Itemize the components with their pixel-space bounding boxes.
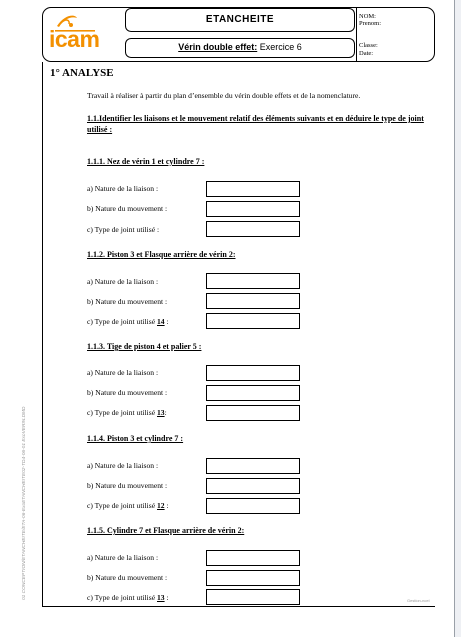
group-heading: 1.1.4. Piston 3 et cylindre 7 : [87,434,184,443]
answer-field-mouvement[interactable] [206,201,300,217]
answer-field-liaison[interactable] [206,458,300,474]
title-box [125,8,355,32]
label-nature-liaison: a) Nature de la liaison : [87,553,159,562]
icam-logo [47,12,109,54]
answer-field-mouvement[interactable] [206,570,300,586]
joint-suffix: : [164,501,169,510]
answer-field-joint[interactable] [206,221,300,237]
label-type-joint [87,408,167,417]
answer-field-liaison[interactable] [206,550,300,566]
subtitle-bold: Vérin double effet: [178,42,258,52]
subtitle-rest: Exercice 6 [259,42,302,52]
nom-label: NOM: [359,13,376,20]
classe-label: Classe: [359,42,378,49]
joint-number: 12 [157,501,165,510]
footer-mark: Gestion-ncel [407,598,430,603]
label-nature-mouvement: b) Nature du mouvement : [87,481,168,490]
label-type-joint [87,225,159,234]
label-type-joint-text: c) Type de joint utilisé [87,408,156,417]
joint-number: 13 [157,593,165,602]
label-nature-mouvement: b) Nature du mouvement : [87,388,168,397]
group-heading: 1.1.3. Tige de piston 4 et palier 5 : [87,342,202,351]
document-title: ETANCHEITE [205,14,275,25]
answer-field-liaison[interactable] [206,181,300,197]
answer-field-mouvement[interactable] [206,478,300,494]
answer-field-joint[interactable] [206,498,300,514]
label-nature-liaison: a) Nature de la liaison : [87,277,159,286]
label-type-joint-text: c) Type de joint utilisé [87,593,156,602]
label-nature-mouvement: b) Nature du mouvement : [87,297,168,306]
section-title: 1° ANALYSE [50,67,114,79]
margin-file-path: 01 CONCEPTION/ETANCHEITE/ETA-06-ExoETANCHEITE02-TD4-06-01 ExoVERIN.DMD [22,406,27,600]
joint-suffix: : [157,225,160,234]
label-nature-mouvement: b) Nature du mouvement : [87,573,168,582]
answer-field-liaison[interactable] [206,365,300,381]
label-type-joint [87,501,169,510]
joint-suffix: : [164,317,169,326]
subtitle-box [125,38,355,58]
group-heading: 1.1.1. Nez de vérin 1 et cylindre 7 : [87,157,205,166]
bottom-margin-line [42,606,435,607]
label-nature-liaison: a) Nature de la liaison : [87,461,159,470]
joint-suffix: : [164,593,169,602]
label-nature-mouvement: b) Nature du mouvement : [87,204,168,213]
answer-field-joint[interactable] [206,589,300,605]
label-nature-liaison: a) Nature de la liaison : [87,184,159,193]
label-type-joint-text: c) Type de joint utilisé [87,317,156,326]
main-question-text: 1.1.Identifier les liaisons et le mouvement relatif des éléments suivants et en déduire le type de joint utilisé : [87,114,424,134]
answer-field-mouvement[interactable] [206,385,300,401]
info-divider [356,7,357,62]
group-heading: 1.1.2. Piston 3 et Flasque arrière de vérin 2: [87,250,236,259]
prenom-label: Prenom: [359,20,382,27]
logo-text: icam [49,26,100,52]
answer-field-mouvement[interactable] [206,293,300,309]
answer-field-joint[interactable] [206,405,300,421]
intro-text: Travail à réaliser à partir du plan d’ensemble du vérin double effets et de la nomenclature. [87,91,361,100]
joint-number: 14 [157,317,165,326]
label-type-joint-text: c) Type de joint utilisé [87,501,156,510]
joint-number: 13 [157,408,165,417]
main-question [87,113,437,135]
group-heading: 1.1.5. Cylindre 7 et Flasque arrière de vérin 2: [87,526,245,535]
document-subtitle [126,42,354,52]
date-label: Date: [359,50,374,57]
label-type-joint [87,593,169,602]
answer-field-joint[interactable] [206,313,300,329]
joint-suffix: : [164,408,167,417]
label-nature-liaison: a) Nature de la liaison : [87,368,159,377]
left-margin-line [42,62,43,607]
label-type-joint [87,317,169,326]
answer-field-liaison[interactable] [206,273,300,289]
label-type-joint-text: c) Type de joint utilisé [87,225,156,234]
